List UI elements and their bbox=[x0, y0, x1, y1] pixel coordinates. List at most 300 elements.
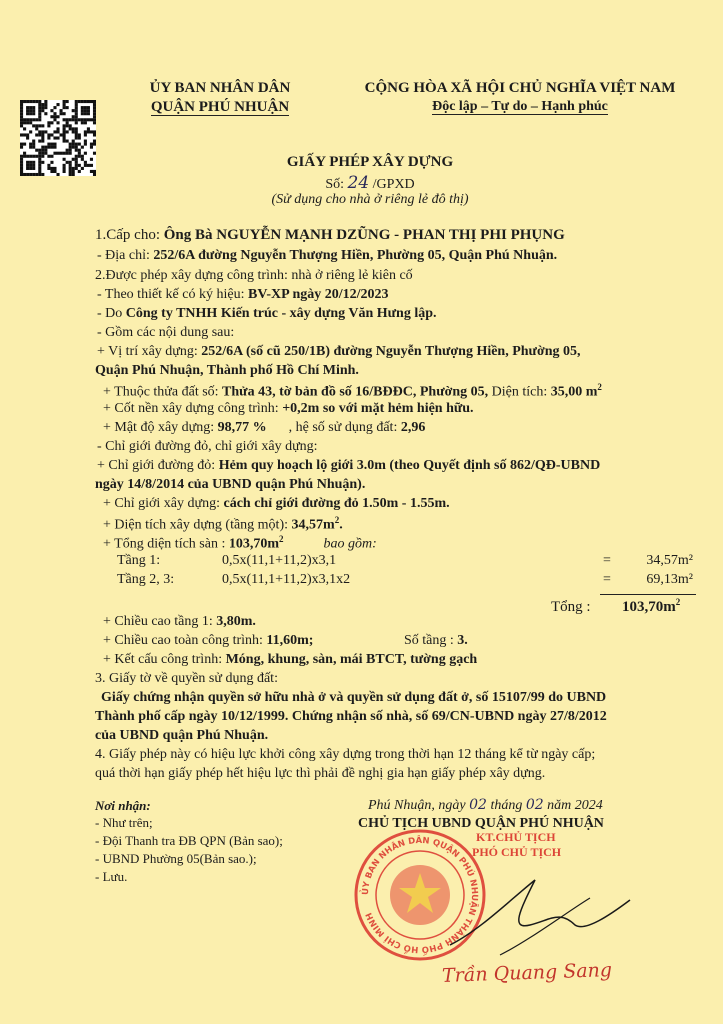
qr-module bbox=[60, 109, 63, 112]
issuer-district bbox=[120, 99, 320, 116]
qr-module bbox=[63, 112, 66, 115]
qr-module bbox=[35, 124, 38, 127]
qr-module bbox=[66, 121, 69, 124]
qr-module bbox=[26, 161, 29, 164]
qr-module bbox=[41, 140, 44, 143]
floor2-eq: = bbox=[603, 572, 611, 587]
qr-module bbox=[78, 118, 81, 121]
qr-module bbox=[47, 143, 50, 146]
qr-module bbox=[32, 143, 35, 146]
qr-module bbox=[72, 170, 75, 173]
qr-module bbox=[66, 149, 69, 152]
qr-module bbox=[38, 118, 41, 121]
qr-module bbox=[72, 167, 75, 170]
qr-module bbox=[66, 118, 69, 121]
delegate-line2: PHÓ CHỦ TỊCH bbox=[472, 845, 562, 859]
floor1-value: 34,57m² bbox=[646, 553, 693, 568]
qr-module bbox=[84, 152, 87, 155]
qr-module bbox=[20, 161, 23, 164]
qr-module bbox=[87, 118, 90, 121]
line-red-boundary bbox=[97, 458, 600, 474]
qr-module bbox=[20, 100, 23, 103]
qr-module bbox=[38, 130, 41, 133]
qr-module bbox=[29, 130, 32, 133]
qr-module bbox=[32, 109, 35, 112]
qr-module bbox=[35, 149, 38, 152]
qr-module bbox=[63, 152, 66, 155]
sum-rule bbox=[600, 594, 696, 595]
floor2-formula: 0,5x(11,1+11,2)x3,1x2 bbox=[222, 572, 351, 587]
qr-module bbox=[47, 167, 50, 170]
qr-module bbox=[78, 133, 81, 136]
qr-module bbox=[69, 146, 72, 149]
line-location-cont: Quận Phú Nhuận, Thành phố Hồ Chí Minh. bbox=[95, 363, 359, 378]
qr-module bbox=[75, 143, 78, 146]
qr-module bbox=[38, 155, 41, 158]
label: + Chiều cao toàn công trình: bbox=[103, 633, 267, 648]
qr-module bbox=[20, 103, 23, 106]
qr-module bbox=[69, 152, 72, 155]
line-land-plot: + Thuộc thửa đất số: Thửa 43, tờ bản đồ số 16/BĐĐC, Phường 05, Diện tích: 35,00 $m^2$ bbox=[103, 382, 602, 400]
label: + Diện tích xây dựng (tầng một): bbox=[103, 517, 292, 533]
qr-module bbox=[26, 136, 29, 139]
qr-module bbox=[32, 112, 35, 115]
label: + Chỉ giới đường đỏ: bbox=[97, 458, 219, 473]
qr-module bbox=[90, 158, 93, 161]
qr-code bbox=[20, 100, 96, 176]
recipient-item: - Như trên; bbox=[95, 815, 153, 830]
value: 252/6A đường Nguyễn Thượng Hiền, Phường 05, Quận Phú Nhuận. bbox=[153, 248, 558, 263]
qr-module bbox=[38, 112, 41, 115]
date-year: năm 2024 bbox=[547, 798, 603, 813]
qr-module bbox=[23, 133, 26, 136]
qr-module bbox=[66, 161, 69, 164]
qr-module bbox=[75, 115, 78, 118]
qr-module bbox=[53, 130, 56, 133]
signing-authority: CHỦ TỊCH UBND QUẬN PHÚ NHUẬN bbox=[358, 816, 604, 831]
label: + Cốt nền xây dựng công trình: bbox=[103, 401, 283, 416]
qr-module bbox=[81, 155, 84, 158]
qr-module bbox=[20, 173, 23, 176]
qr-module bbox=[87, 130, 90, 133]
qr-module bbox=[72, 143, 75, 146]
qr-module bbox=[63, 164, 66, 167]
qr-module bbox=[69, 161, 72, 164]
qr-module bbox=[50, 170, 53, 173]
qr-module bbox=[93, 173, 96, 176]
qr-module bbox=[66, 100, 69, 103]
qr-module bbox=[26, 106, 29, 109]
qr-module bbox=[56, 127, 59, 130]
qr-module bbox=[75, 146, 78, 149]
qr-module bbox=[50, 143, 53, 146]
value: 34,57m bbox=[291, 517, 335, 533]
qr-module bbox=[90, 130, 93, 133]
qr-module bbox=[23, 118, 26, 121]
qr-module bbox=[81, 106, 84, 109]
line-density bbox=[103, 420, 425, 436]
qr-module bbox=[66, 152, 69, 155]
label: 1.Cấp cho: bbox=[95, 227, 164, 243]
qr-module bbox=[53, 167, 56, 170]
qr-module bbox=[41, 109, 44, 112]
qr-module bbox=[72, 109, 75, 112]
qr-module bbox=[29, 143, 32, 146]
qr-module bbox=[75, 112, 78, 115]
line-permit-type: 2.Được phép xây dựng công trình: nhà ở riêng lẻ kiên cố bbox=[95, 268, 413, 283]
label: + Chỉ giới xây dựng: bbox=[103, 496, 224, 511]
qr-module bbox=[87, 106, 90, 109]
qr-module bbox=[53, 106, 56, 109]
floor1-formula: 0,5x(11,1+11,2)x3,1 bbox=[222, 553, 337, 568]
qr-module bbox=[29, 121, 32, 124]
qr-module bbox=[78, 155, 81, 158]
qr-module bbox=[81, 167, 84, 170]
value: 3. bbox=[457, 633, 468, 648]
qr-module bbox=[44, 103, 47, 106]
qr-module bbox=[53, 136, 56, 139]
label: + Chiều cao tầng 1: bbox=[103, 614, 217, 629]
note: bao gồm: bbox=[323, 536, 377, 552]
recipients-title: Nơi nhận: bbox=[95, 798, 151, 813]
qr-module bbox=[38, 170, 41, 173]
qr-module bbox=[81, 109, 84, 112]
qr-module bbox=[23, 173, 26, 176]
qr-module bbox=[56, 130, 59, 133]
qr-module bbox=[72, 130, 75, 133]
qr-module bbox=[84, 121, 87, 124]
qr-module bbox=[29, 112, 32, 115]
qr-module bbox=[56, 136, 59, 139]
qr-module bbox=[63, 100, 66, 103]
line-floors bbox=[404, 633, 468, 649]
qr-module bbox=[75, 130, 78, 133]
number-prefix: Số: bbox=[325, 177, 345, 192]
qr-module bbox=[38, 149, 41, 152]
qr-module bbox=[69, 167, 72, 170]
qr-module bbox=[90, 170, 93, 173]
recipient-item: - Lưu. bbox=[95, 869, 128, 884]
line-build-boundary bbox=[103, 496, 450, 512]
label: + Kết cấu công trình: bbox=[103, 652, 226, 667]
qr-module bbox=[26, 100, 29, 103]
qr-module bbox=[44, 106, 47, 109]
qr-module bbox=[75, 109, 78, 112]
qr-module bbox=[81, 146, 84, 149]
qr-module bbox=[26, 112, 29, 115]
qr-module bbox=[81, 100, 84, 103]
qr-module bbox=[44, 112, 47, 115]
qr-module bbox=[41, 124, 44, 127]
qr-module bbox=[90, 143, 93, 146]
value: Hẻm quy hoạch lộ giới 3.0m (theo Quyết định số 862/QĐ-UBND bbox=[218, 458, 601, 473]
qr-module bbox=[60, 152, 63, 155]
qr-module bbox=[32, 140, 35, 143]
qr-module bbox=[56, 152, 59, 155]
qr-module bbox=[75, 161, 78, 164]
line-build-area: + Diện tích xây dựng (tầng một): $34,57m^2$. bbox=[103, 515, 343, 533]
qr-module bbox=[63, 124, 66, 127]
qr-module bbox=[72, 115, 75, 118]
qr-module bbox=[41, 155, 44, 158]
date-place: Phú Nhuận, ngày bbox=[368, 798, 466, 813]
qr-module bbox=[93, 115, 96, 118]
qr-module bbox=[41, 152, 44, 155]
floor1-eq: = bbox=[603, 553, 611, 568]
qr-module bbox=[90, 164, 93, 167]
qr-module bbox=[63, 140, 66, 143]
qr-module bbox=[20, 109, 23, 112]
qr-module bbox=[53, 115, 56, 118]
qr-module bbox=[38, 124, 41, 127]
line-validity-cont: quá thời hạn giấy phép hết hiệu lực thì phải đề nghị gia hạn giấy phép xây dựng. bbox=[95, 766, 546, 781]
qr-module bbox=[38, 164, 41, 167]
qr-module bbox=[20, 133, 23, 136]
qr-module bbox=[26, 133, 29, 136]
qr-module bbox=[93, 103, 96, 106]
qr-module bbox=[20, 118, 23, 121]
issuer-district-text: QUẬN PHÚ NHUẬN bbox=[150, 99, 290, 115]
qr-module bbox=[78, 100, 81, 103]
qr-module bbox=[20, 158, 23, 161]
qr-module bbox=[84, 161, 87, 164]
qr-module bbox=[29, 164, 32, 167]
qr-module bbox=[35, 133, 38, 136]
qr-module bbox=[84, 130, 87, 133]
line-height-floor1 bbox=[103, 614, 256, 630]
document-title: GIẤY PHÉP XÂY DỰNG bbox=[286, 154, 454, 170]
qr-module bbox=[32, 164, 35, 167]
qr-module bbox=[53, 112, 56, 115]
qr-module bbox=[69, 173, 72, 176]
value: BV-XP ngày 20/12/2023 bbox=[247, 287, 389, 302]
qr-module bbox=[23, 143, 26, 146]
qr-module bbox=[78, 170, 81, 173]
qr-module bbox=[41, 146, 44, 149]
qr-module bbox=[87, 112, 90, 115]
qr-module bbox=[75, 167, 78, 170]
qr-module bbox=[93, 109, 96, 112]
qr-module bbox=[81, 112, 84, 115]
line-red-boundary-cont: ngày 14/8/2014 của UBND quận Phú Nhuận). bbox=[95, 477, 366, 492]
qr-module bbox=[56, 103, 59, 106]
qr-module bbox=[63, 136, 66, 139]
qr-module bbox=[20, 124, 23, 127]
qr-module bbox=[72, 118, 75, 121]
qr-module bbox=[60, 112, 63, 115]
qr-module bbox=[75, 149, 78, 152]
qr-module bbox=[38, 161, 41, 164]
line-address bbox=[97, 248, 557, 264]
qr-module bbox=[35, 155, 38, 158]
national-motto-text: Độc lập – Tự do – Hạnh phúc bbox=[432, 99, 608, 114]
qr-module bbox=[84, 143, 87, 146]
qr-module bbox=[32, 173, 35, 176]
qr-module bbox=[41, 130, 44, 133]
line-total-height bbox=[103, 633, 313, 649]
qr-module bbox=[44, 146, 47, 149]
qr-module bbox=[44, 130, 47, 133]
qr-module bbox=[29, 100, 32, 103]
number-handwritten: 24 bbox=[347, 173, 370, 193]
value: Thửa 43, tờ bản đồ số 16/BĐĐC, Phường 05, bbox=[222, 384, 489, 400]
qr-module bbox=[50, 161, 53, 164]
qr-module bbox=[44, 149, 47, 152]
qr-module bbox=[93, 121, 96, 124]
qr-module bbox=[47, 121, 50, 124]
qr-module bbox=[32, 167, 35, 170]
date-month-label: tháng bbox=[490, 798, 523, 813]
floor1-label: Tầng 1: bbox=[117, 553, 161, 568]
qr-module bbox=[78, 136, 81, 139]
qr-module bbox=[84, 118, 87, 121]
line-boundaries: - Chỉ giới đường đỏ, chỉ giới xây dựng: bbox=[97, 439, 318, 454]
line-design-code bbox=[97, 287, 389, 303]
qr-module bbox=[41, 161, 44, 164]
qr-module bbox=[38, 109, 41, 112]
qr-module bbox=[78, 152, 81, 155]
qr-module bbox=[32, 124, 35, 127]
document-number bbox=[250, 173, 490, 193]
qr-module bbox=[78, 164, 81, 167]
qr-module bbox=[75, 155, 78, 158]
qr-module bbox=[23, 152, 26, 155]
qr-module bbox=[87, 100, 90, 103]
label: + Thuộc thửa đất số: bbox=[103, 384, 223, 400]
qr-module bbox=[69, 127, 72, 130]
total-label: Tổng : bbox=[551, 599, 591, 615]
qr-module bbox=[63, 170, 66, 173]
label: - Do bbox=[97, 306, 126, 321]
label: + Tổng diện tích sàn : bbox=[103, 536, 229, 552]
qr-module bbox=[90, 100, 93, 103]
qr-module bbox=[35, 127, 38, 130]
qr-module bbox=[38, 100, 41, 103]
signer-name: Trần Quang Sang bbox=[441, 959, 613, 987]
line-foundation bbox=[103, 401, 474, 417]
qr-module bbox=[63, 103, 66, 106]
qr-module bbox=[50, 115, 53, 118]
qr-module bbox=[41, 133, 44, 136]
qr-module bbox=[41, 149, 44, 152]
qr-module bbox=[20, 106, 23, 109]
qr-module bbox=[29, 118, 32, 121]
qr-module bbox=[35, 118, 38, 121]
qr-module bbox=[32, 100, 35, 103]
qr-module bbox=[90, 146, 93, 149]
qr-module bbox=[69, 118, 72, 121]
total-value: 103,70m bbox=[622, 599, 676, 615]
qr-module bbox=[47, 146, 50, 149]
issuer-name: ỦY BAN NHÂN DÂN bbox=[149, 80, 291, 96]
recipient-item: - Đội Thanh tra ĐB QPN (Bản sao); bbox=[95, 833, 283, 848]
national-motto bbox=[330, 99, 710, 115]
qr-module bbox=[63, 127, 66, 130]
value: Công ty TNHH Kiến trúc - xây dựng Văn Hưng lập. bbox=[125, 306, 437, 321]
qr-module bbox=[29, 161, 32, 164]
label: + Vị trí xây dựng: bbox=[97, 344, 202, 359]
qr-module bbox=[75, 158, 78, 161]
qr-module bbox=[75, 164, 78, 167]
qr-module bbox=[75, 118, 78, 121]
signature-mark bbox=[440, 870, 640, 970]
document-subtitle: (Sử dụng cho nhà ở riêng lẻ đô thị) bbox=[271, 192, 469, 207]
qr-module bbox=[29, 106, 32, 109]
floor2-label: Tầng 2, 3: bbox=[117, 572, 175, 587]
qr-module bbox=[38, 167, 41, 170]
value: Móng, khung, sàn, mái BTCT, tường gạch bbox=[225, 652, 478, 667]
qr-module bbox=[69, 143, 72, 146]
number-suffix: /GPXD bbox=[372, 177, 415, 192]
national-title: CỘNG HÒA XÃ HỘI CHỦ NGHĨA VIỆT NAM bbox=[364, 80, 676, 96]
qr-module bbox=[41, 106, 44, 109]
qr-module bbox=[93, 133, 96, 136]
qr-module bbox=[90, 118, 93, 121]
qr-module bbox=[75, 121, 78, 124]
qr-module bbox=[47, 136, 50, 139]
line-land-cert-end: của UBND quận Phú Nhuận. bbox=[95, 728, 269, 743]
line-validity: 4. Giấy phép này có hiệu lực khởi công xây dựng trong thời hạn 12 tháng kể từ ngày cấp; bbox=[95, 747, 596, 762]
qr-module bbox=[26, 164, 29, 167]
qr-module bbox=[38, 103, 41, 106]
value: 252/6A (số cũ 250/1B) đường Nguyễn Thượng Hiền, Phường 05, bbox=[201, 344, 581, 359]
qr-module bbox=[20, 112, 23, 115]
qr-module bbox=[72, 140, 75, 143]
qr-module bbox=[20, 121, 23, 124]
qr-module bbox=[75, 133, 78, 136]
qr-module bbox=[81, 121, 84, 124]
qr-module bbox=[63, 106, 66, 109]
qr-module bbox=[50, 155, 53, 158]
qr-module bbox=[47, 133, 50, 136]
qr-module bbox=[41, 136, 44, 139]
qr-module bbox=[20, 146, 23, 149]
line-structure bbox=[103, 652, 477, 668]
qr-module bbox=[47, 124, 50, 127]
value: +0,2m so với mặt hẻm hiện hữu. bbox=[282, 401, 474, 416]
seal-text: ỦY BAN NHÂN DÂN QUẬN PHÚ NHUẬN THÀNH PHỐ HỒ CHÍ MINH bbox=[360, 835, 480, 955]
qr-module bbox=[50, 146, 53, 149]
qr-module bbox=[32, 146, 35, 149]
line-designer bbox=[97, 306, 437, 322]
qr-module bbox=[93, 170, 96, 173]
qr-module bbox=[93, 130, 96, 133]
qr-module bbox=[53, 146, 56, 149]
qr-module bbox=[75, 106, 78, 109]
qr-module bbox=[50, 121, 53, 124]
qr-module bbox=[63, 167, 66, 170]
qr-module bbox=[23, 155, 26, 158]
qr-module bbox=[26, 173, 29, 176]
qr-module bbox=[41, 103, 44, 106]
qr-module bbox=[56, 115, 59, 118]
delegate-line1: KT.CHỦ TỊCH bbox=[476, 830, 556, 844]
value: cách chỉ giới đường đỏ 1.50m - 1.55m. bbox=[223, 496, 450, 511]
qr-module bbox=[75, 103, 78, 106]
qr-module bbox=[72, 158, 75, 161]
qr-module bbox=[84, 106, 87, 109]
qr-module bbox=[75, 136, 78, 139]
label: + Mật độ xây dựng: bbox=[103, 420, 218, 435]
qr-module bbox=[53, 118, 56, 121]
line-location bbox=[97, 344, 581, 360]
qr-module bbox=[29, 109, 32, 112]
qr-module bbox=[53, 152, 56, 155]
qr-module bbox=[26, 167, 29, 170]
qr-module bbox=[38, 140, 41, 143]
qr-module bbox=[44, 152, 47, 155]
floor2-value: 69,13m² bbox=[646, 572, 693, 587]
